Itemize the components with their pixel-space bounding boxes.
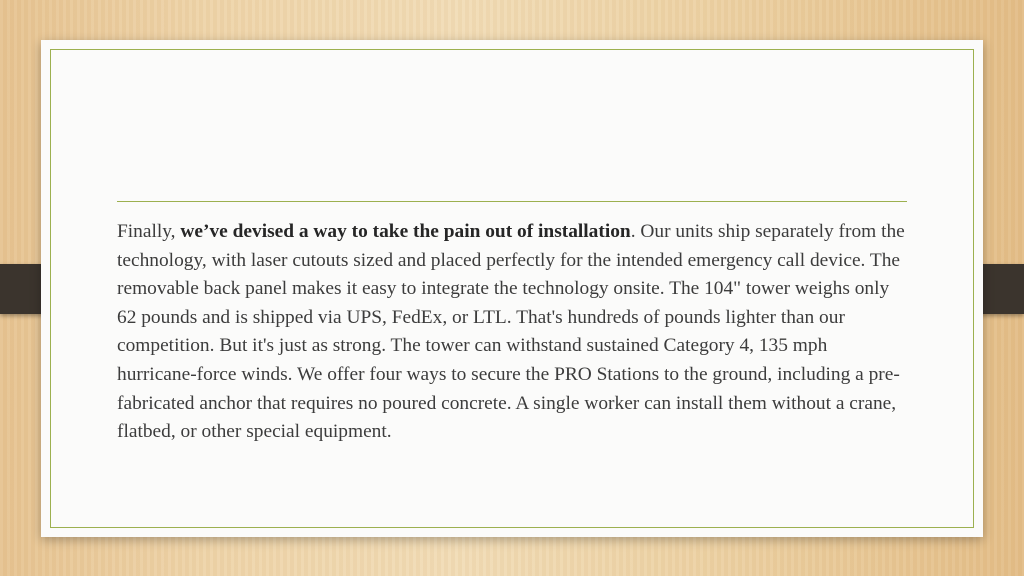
body-rest-text: . Our units ship separately from the technology, with laser cutouts sized and placed perfectly for the intended emergency call device. The removable back panel makes it easy to integrate the technology onsite. The 104" tower weighs only 62 pounds and is shipped via UPS, FedEx, or LTL. That's hundreds of pounds lighter than our competition. But it's just as strong. The tower can withstand sustained Category 4, 135 mph hurricane-force winds. We offer four ways to secure the PRO Stations to the ground, including a pre-fabricated anchor that requires no poured concrete. A single worker can install them without a crane, flatbed, or other special equipment. xyxy=(117,221,905,443)
body-lead-text: Finally, xyxy=(117,221,181,242)
slide-card xyxy=(41,40,983,537)
body-paragraph xyxy=(117,218,909,447)
title-divider-line xyxy=(117,201,907,202)
body-emphasis-text: we’ve devised a way to take the pain out of installation xyxy=(180,221,631,242)
